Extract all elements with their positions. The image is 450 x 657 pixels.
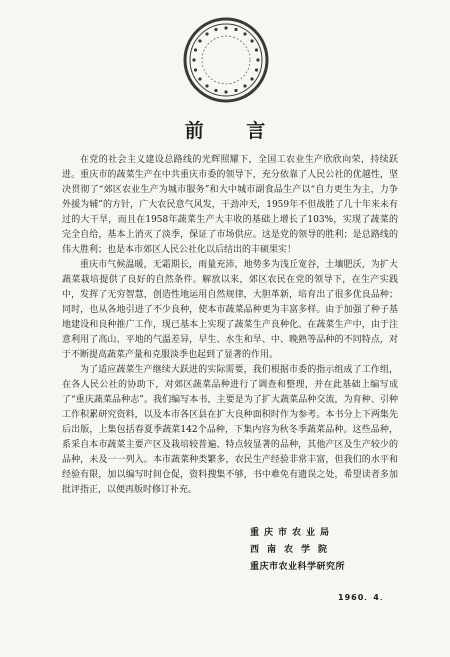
paragraph-2: 重庆市气候温暖，无霜期长，雨量充沛，地势多为浅丘宽谷，土壤肥沃，为扩大蔬菜栽培提供了良好的自然条件。解放以来，郊区农民在党的领导下，在生产实践中，发挥了无穷智慧，创造性地运用自然规律，大胆革新，培育出了很多优良品种；同时，也从各地引进了不少良种，使本市蔬菜品种更为丰富多样。由于加强了种子基地建设和良种推广工作，现已基本上实现了蔬菜生产良种化。在蔬菜生产中，由于注意利用了高山、平地的气温差异，早生、水生和旱、中、晚熟等品种的不同特点，对于不断提高蔬菜产量和克服淡季也起到了显著的作用。 xyxy=(62,260,398,360)
signoff-org-2: 西南农学院 xyxy=(250,545,336,555)
preface-body xyxy=(62,153,398,498)
signoff-org-1: 重庆市农业局 xyxy=(250,528,335,538)
page-title: 前 言 xyxy=(184,120,284,142)
signoff-org-3: 重庆市农业科学研究所 xyxy=(250,562,346,572)
paragraph-3: 为了适应蔬菜生产继续大跃进的实际需要，我们根据市委的指示组成了工作组，在各人民公社的协助下，对郊区蔬菜品种进行了调查和整理，并在此基础上编写成了“重庆蔬菜品种志”。我们编写本书，主要是为了扩大蔬菜品种交流，为育种、引种工作积累研究资料，以及本市各区县在扩大良种面积时作为参考。本书分上下两集先后出版，上集包括春夏季蔬菜142个品种，下集内容为秋冬季蔬菜品种。这些品种，系采自本市蔬菜主要产区及栽培较普遍、特点较显著的品种，其他产区及生产较少的品种，未及一一列入。本市蔬菜种类繁多，农民生产经验非常丰富，但我们的水平和经验有限，加以编写时间仓促，资料搜集不够，书中难免有遗误之处，希望读者多加批评指正，以便再版时修订补充。 xyxy=(62,365,398,495)
signoff-block xyxy=(250,525,400,576)
circular-seal-icon xyxy=(182,16,270,104)
paragraph-1: 在党的社会主义建设总路线的光辉照耀下，全国工农业生产欣欣向荣，持续跃进。重庆市的蔬菜生产在中共重庆市委的领导下，充分依靠了人民公社的优越性，坚决贯彻了“郊区农业生产为城市服务”和大中城市副食品生产以“自力更生为主，力争外援为辅”的方针，广大农民意气风发，干劲冲天，1959年不但战胜了几十年来未有过的大干旱，而且在1958年蔬菜生产大丰收的基础上增长了103%，实现了蔬菜的完全自给，基本上消灭了淡季，保证了市场供应。这是党的领导的胜利；是总路线的伟大胜利；也是本市郊区人民公社化以后结出的丰硕果实！ xyxy=(62,155,398,255)
signoff-date: 1960．4． xyxy=(338,593,389,602)
